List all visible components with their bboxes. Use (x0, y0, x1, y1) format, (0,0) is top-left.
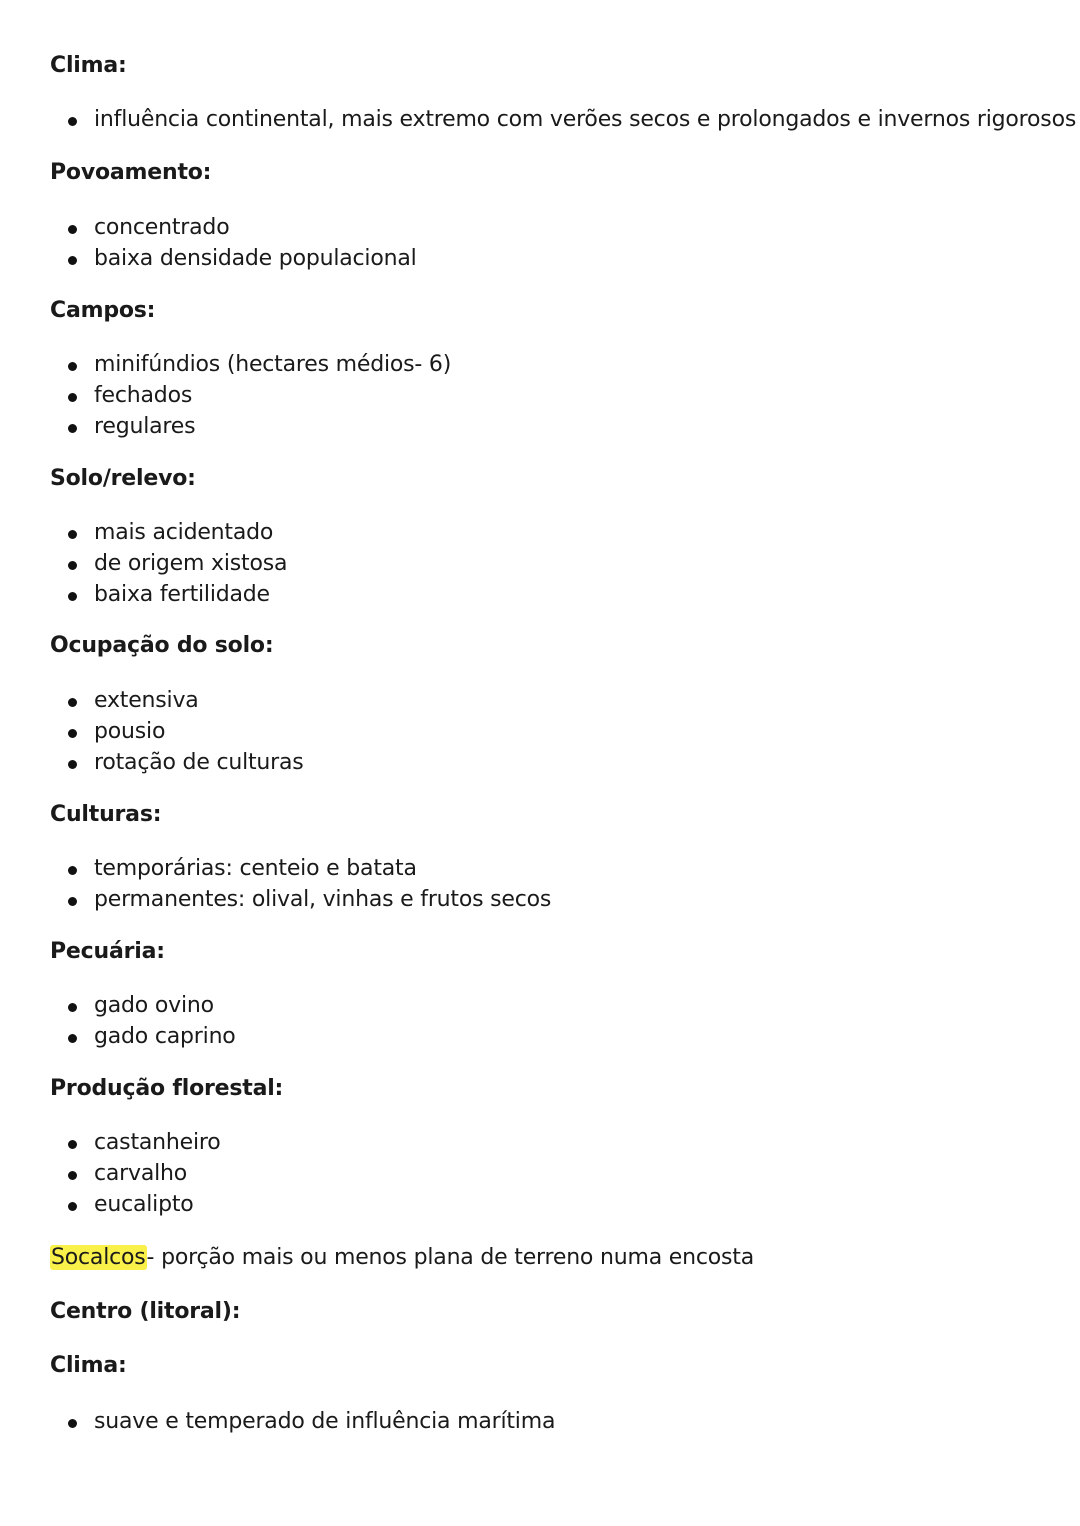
list-item: regulares (0, 412, 451, 443)
list-pecuaria (0, 991, 236, 1053)
section-heading-producao-florestal: Produção florestal: (50, 1076, 284, 1101)
list-item: carvalho (0, 1159, 221, 1190)
list-item: mais acidentado (0, 518, 287, 549)
section-heading-pecuaria: Pecuária: (50, 939, 165, 964)
bullet-icon (68, 424, 77, 433)
list-povoamento (0, 213, 417, 275)
section-heading-povoamento: Povoamento: (50, 160, 212, 185)
bullet-icon (68, 866, 77, 875)
definition-socalcos (50, 1244, 754, 1272)
list-item: castanheiro (0, 1128, 221, 1159)
list-producao-florestal (0, 1128, 221, 1220)
list-item: influência continental, mais extremo com verões secos e prolongados e invernos rigorosos (0, 105, 1076, 136)
bullet-icon (68, 561, 77, 570)
bullet-icon (68, 897, 77, 906)
bullet-icon (68, 1140, 77, 1149)
list-item: baixa fertilidade (0, 580, 287, 611)
list-item: permanentes: olival, vinhas e frutos secos (0, 885, 551, 916)
bullet-icon (68, 760, 77, 769)
definition-text: porção mais ou menos plana de terreno numa encosta (154, 1245, 754, 1270)
list-item: baixa densidade populacional (0, 244, 417, 275)
list-solo-relevo (0, 518, 287, 610)
list-item: pousio (0, 717, 304, 748)
bullet-icon (68, 729, 77, 738)
definition-separator: - (146, 1245, 155, 1270)
bullet-icon (68, 698, 77, 707)
list-item: rotação de culturas (0, 748, 304, 779)
bullet-icon (68, 393, 77, 402)
bullet-icon (68, 1419, 77, 1428)
bullet-icon (68, 530, 77, 539)
bullet-icon (68, 117, 77, 126)
section-heading-clima-centro: Clima: (50, 1353, 127, 1378)
section-heading-clima: Clima: (50, 53, 127, 78)
list-ocupacao-do-solo (0, 686, 304, 778)
region-heading-centro-litoral: Centro (litoral): (50, 1299, 241, 1324)
bullet-icon (68, 1034, 77, 1043)
list-item: concentrado (0, 213, 417, 244)
highlighted-term: Socalcos (51, 1245, 146, 1270)
list-clima-centro (0, 1407, 555, 1438)
section-heading-ocupacao-do-solo: Ocupação do solo: (50, 633, 274, 658)
section-heading-campos: Campos: (50, 298, 156, 323)
bullet-icon (68, 225, 77, 234)
list-campos (0, 350, 451, 442)
list-item: eucalipto (0, 1190, 221, 1221)
list-item: temporárias: centeio e batata (0, 854, 551, 885)
bullet-icon (68, 592, 77, 601)
bullet-icon (68, 1202, 77, 1211)
list-item: suave e temperado de influência marítima (0, 1407, 555, 1438)
bullet-icon (68, 256, 77, 265)
list-clima (0, 105, 1076, 136)
list-item: gado ovino (0, 991, 236, 1022)
bullet-icon (68, 1003, 77, 1012)
list-item: minifúndios (hectares médios- 6) (0, 350, 451, 381)
section-heading-culturas: Culturas: (50, 802, 162, 827)
list-item: extensiva (0, 686, 304, 717)
list-item: de origem xistosa (0, 549, 287, 580)
bullet-icon (68, 1171, 77, 1180)
list-item: fechados (0, 381, 451, 412)
list-culturas (0, 854, 551, 916)
section-heading-solo-relevo: Solo/relevo: (50, 466, 196, 491)
bullet-icon (68, 362, 77, 371)
list-item: gado caprino (0, 1022, 236, 1053)
